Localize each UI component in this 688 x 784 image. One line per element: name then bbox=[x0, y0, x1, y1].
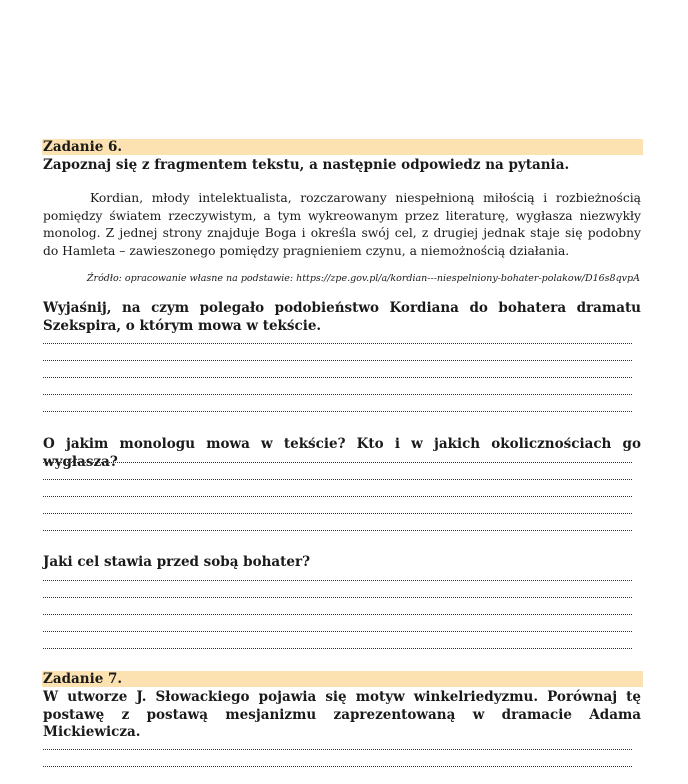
task6-source: Źródło: opracowanie własne na podstawie: https://zpe.gov.pl/a/kordian---niespelniony-bohater-polakow/D16s8qvpA bbox=[86, 273, 640, 284]
task7-instruction: W utworze J. Słowackiego pojawia się motyw winkelriedyzmu. Porównaj tę postawę z postawą mesjanizmu zaprezentowaną w dramacie Adama Mickiewicza. bbox=[43, 689, 641, 740]
question-1: Wyjaśnij, na czym polegało podobieństwo Kordiana do bohatera dramatu Szekspira, o którym mowa w tekście. bbox=[43, 300, 641, 334]
task6-instruction: Zapoznaj się z fragmentem tekstu, a następnie odpowiedz na pytania. bbox=[43, 157, 570, 173]
answer-line[interactable] bbox=[43, 597, 632, 598]
answer-line[interactable] bbox=[43, 394, 632, 395]
answer-line[interactable] bbox=[43, 530, 632, 531]
answer-line[interactable] bbox=[43, 580, 632, 581]
answer-line[interactable] bbox=[43, 513, 632, 514]
answer-line[interactable] bbox=[43, 360, 632, 361]
task7-label-band bbox=[42, 671, 643, 687]
answer-line[interactable] bbox=[43, 749, 632, 750]
answer-line[interactable] bbox=[43, 496, 632, 497]
answer-line[interactable] bbox=[43, 343, 632, 344]
answer-line[interactable] bbox=[43, 411, 632, 412]
answer-line[interactable] bbox=[43, 614, 632, 615]
answer-line[interactable] bbox=[43, 648, 632, 649]
answer-line[interactable] bbox=[43, 377, 632, 378]
task6-label-band bbox=[42, 139, 643, 155]
question-3: Jaki cel stawia przed sobą bohater? bbox=[43, 554, 311, 570]
answer-line[interactable] bbox=[43, 766, 632, 767]
answer-line[interactable] bbox=[43, 462, 632, 463]
answer-line[interactable] bbox=[43, 479, 632, 480]
task6-passage: Kordian, młody intelektualista, rozczarowany niespełnioną miłością i rozbieżnością pomiędzy światem rzeczywistym, a tym wykreowanym przez literaturę, wygłasza niezwykły monolog. Z jednej strony znajduje Boga i określa swój cel, z drugiej jednak staje się podobny do Hamleta – zawieszonego pomiędzy pragnieniem czynu, a niemożnością działania. bbox=[43, 191, 641, 258]
answer-line[interactable] bbox=[43, 631, 632, 632]
question-2: O jakim monologu mowa w tekście? Kto i w jakich okolicznościach go wygłasza? bbox=[43, 436, 641, 470]
task7-label: Zadanie 7. bbox=[43, 671, 123, 687]
task6-label: Zadanie 6. bbox=[43, 139, 123, 155]
